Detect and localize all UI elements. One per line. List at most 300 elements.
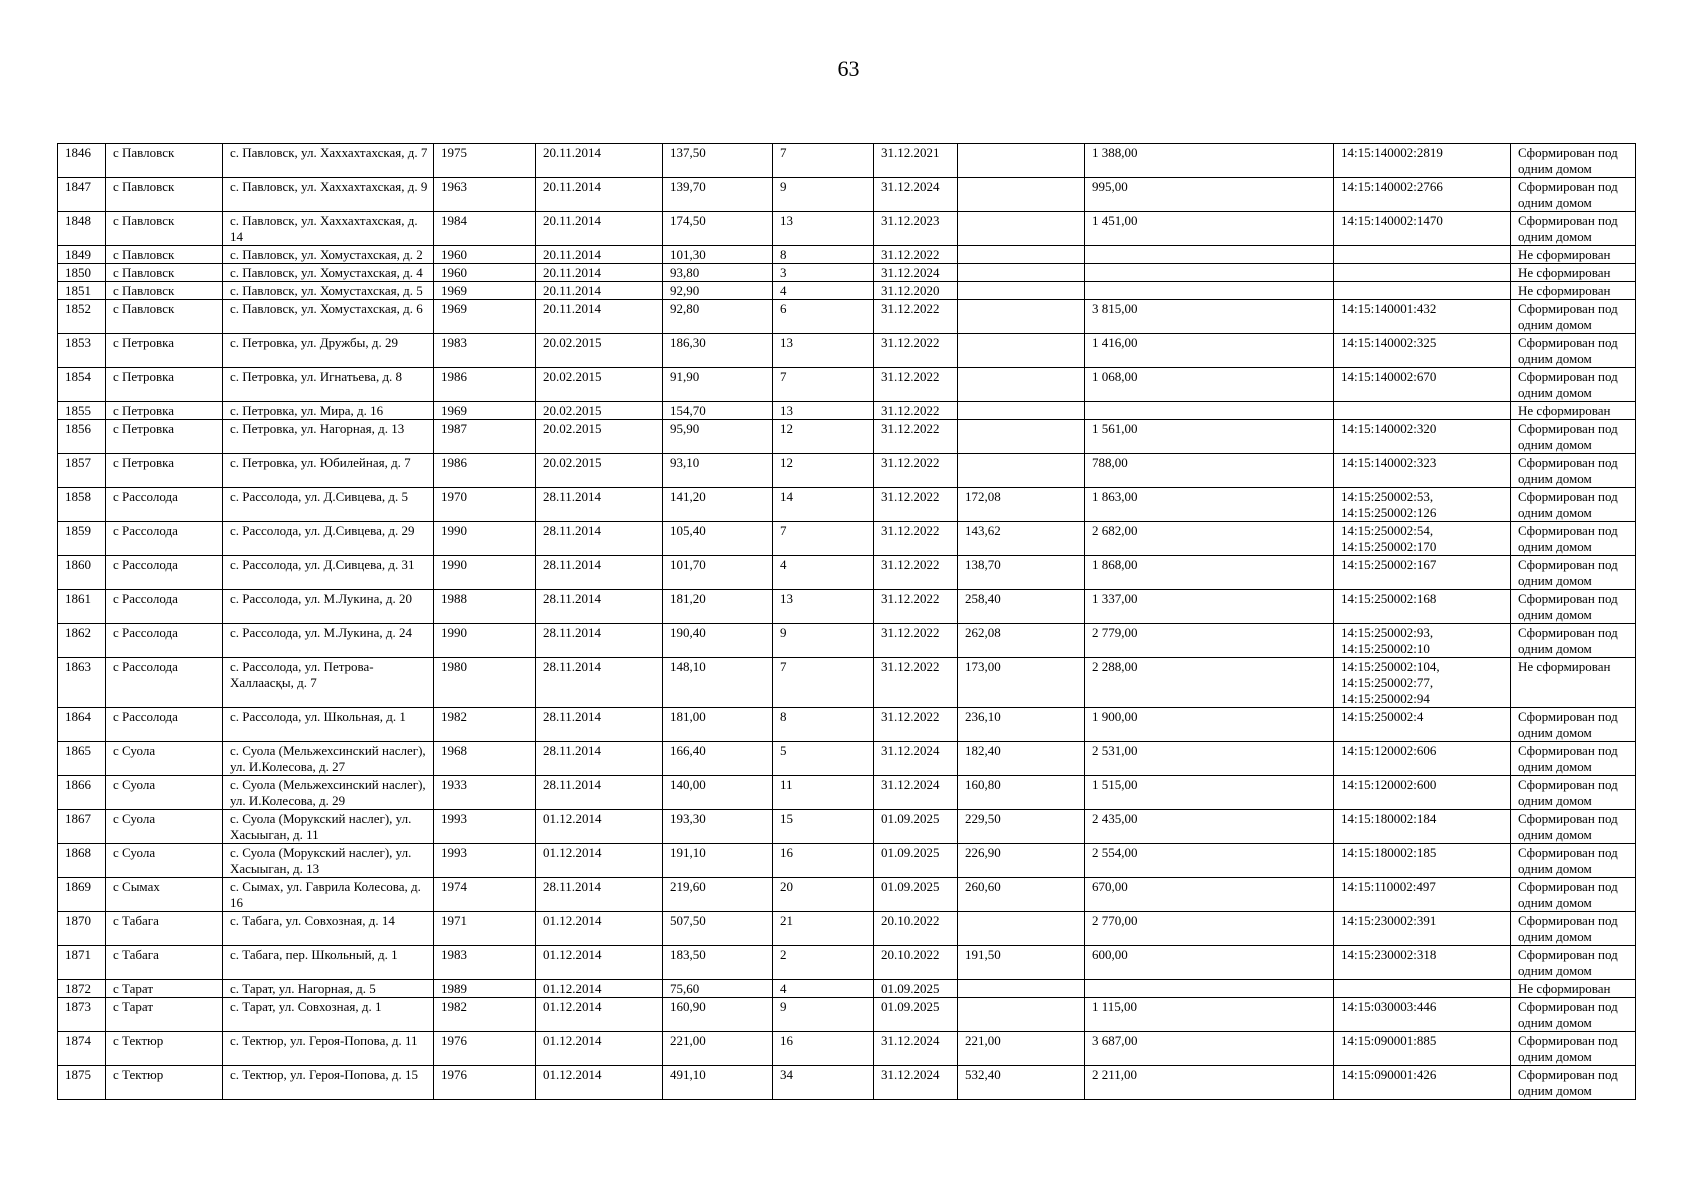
deadline-cell: 31.12.2023: [874, 212, 958, 246]
inclusion-date-cell: 28.11.2014: [536, 590, 663, 624]
page-number: 63: [837, 56, 860, 81]
cadastral-area-cell: 1 388,00: [1085, 144, 1334, 178]
table-row: [58, 264, 1636, 282]
residents-cell: 12: [773, 420, 874, 454]
address-cell: с. Тарат, ул. Совхозная, д. 1: [223, 998, 434, 1032]
land-area-cell: 262,08: [958, 624, 1085, 658]
year-built-cell: 1983: [434, 946, 536, 980]
settlement-cell: с Рассолода: [106, 488, 223, 522]
land-status-cell: Сформирован под одним домом: [1511, 708, 1636, 742]
row-number-cell: 1871: [58, 946, 106, 980]
land-status-cell: Сформирован под одним домом: [1511, 334, 1636, 368]
land-area-cell: [958, 912, 1085, 946]
year-built-cell: 1933: [434, 776, 536, 810]
settlement-cell: с Табага: [106, 912, 223, 946]
table-row: [58, 246, 1636, 264]
cadastral-area-cell: 2 531,00: [1085, 742, 1334, 776]
area-cell: 75,60: [663, 980, 773, 998]
cadastral-area-cell: [1085, 980, 1334, 998]
area-cell: 93,80: [663, 264, 773, 282]
land-status-cell: Сформирован под одним домом: [1511, 844, 1636, 878]
land-status-cell: Сформирован под одним домом: [1511, 368, 1636, 402]
residents-cell: 8: [773, 246, 874, 264]
inclusion-date-cell: 20.11.2014: [536, 246, 663, 264]
year-built-cell: 1986: [434, 454, 536, 488]
cadastral-area-cell: 2 779,00: [1085, 624, 1334, 658]
row-number-cell: 1849: [58, 246, 106, 264]
land-status-cell: Сформирован под одним домом: [1511, 946, 1636, 980]
inclusion-date-cell: 28.11.2014: [536, 624, 663, 658]
row-number-cell: 1856: [58, 420, 106, 454]
year-built-cell: 1969: [434, 402, 536, 420]
inclusion-date-cell: 20.11.2014: [536, 178, 663, 212]
residents-cell: 16: [773, 1032, 874, 1066]
land-area-cell: 226,90: [958, 844, 1085, 878]
row-number-cell: 1867: [58, 810, 106, 844]
land-area-cell: [958, 980, 1085, 998]
settlement-cell: с Тарат: [106, 980, 223, 998]
land-area-cell: 173,00: [958, 658, 1085, 708]
cadastral-number-cell: [1334, 980, 1511, 998]
land-area-cell: 260,60: [958, 878, 1085, 912]
deadline-cell: 31.12.2022: [874, 420, 958, 454]
address-cell: с. Петровка, ул. Дружбы, д. 29: [223, 334, 434, 368]
address-cell: с. Павловск, ул. Хомустахская, д. 6: [223, 300, 434, 334]
deadline-cell: 31.12.2024: [874, 264, 958, 282]
land-status-cell: Не сформирован: [1511, 658, 1636, 708]
year-built-cell: 1982: [434, 708, 536, 742]
settlement-cell: с Суола: [106, 776, 223, 810]
table-row: [58, 1032, 1636, 1066]
row-number-cell: 1852: [58, 300, 106, 334]
cadastral-area-cell: 1 416,00: [1085, 334, 1334, 368]
deadline-cell: 31.12.2024: [874, 1032, 958, 1066]
table-row: [58, 300, 1636, 334]
residents-cell: 15: [773, 810, 874, 844]
cadastral-number-cell: 14:15:180002:185: [1334, 844, 1511, 878]
deadline-cell: 01.09.2025: [874, 810, 958, 844]
cadastral-number-cell: 14:15:250002:167: [1334, 556, 1511, 590]
row-number-cell: 1874: [58, 1032, 106, 1066]
area-cell: 140,00: [663, 776, 773, 810]
address-cell: с. Рассолода, ул. Д.Сивцева, д. 29: [223, 522, 434, 556]
address-cell: с. Рассолода, ул. Д.Сивцева, д. 5: [223, 488, 434, 522]
land-status-cell: Сформирован под одним домом: [1511, 1066, 1636, 1100]
land-area-cell: 160,80: [958, 776, 1085, 810]
land-status-cell: Сформирован под одним домом: [1511, 522, 1636, 556]
land-area-cell: [958, 368, 1085, 402]
address-cell: с. Рассолода, ул. Школьная, д. 1: [223, 708, 434, 742]
settlement-cell: с Рассолода: [106, 522, 223, 556]
land-area-cell: [958, 334, 1085, 368]
cadastral-number-cell: 14:15:140002:323: [1334, 454, 1511, 488]
settlement-cell: с Сымах: [106, 878, 223, 912]
cadastral-area-cell: 3 687,00: [1085, 1032, 1334, 1066]
deadline-cell: 01.09.2025: [874, 998, 958, 1032]
cadastral-number-cell: 14:15:250002:54, 14:15:250002:170: [1334, 522, 1511, 556]
table-row: [58, 590, 1636, 624]
cadastral-number-cell: [1334, 402, 1511, 420]
residents-cell: 13: [773, 402, 874, 420]
land-area-cell: [958, 300, 1085, 334]
table-row: [58, 144, 1636, 178]
row-number-cell: 1854: [58, 368, 106, 402]
settlement-cell: с Павловск: [106, 300, 223, 334]
cadastral-area-cell: 1 115,00: [1085, 998, 1334, 1032]
land-area-cell: 532,40: [958, 1066, 1085, 1100]
settlement-cell: с Павловск: [106, 212, 223, 246]
area-cell: 160,90: [663, 998, 773, 1032]
year-built-cell: 1971: [434, 912, 536, 946]
cadastral-area-cell: 788,00: [1085, 454, 1334, 488]
area-cell: 491,10: [663, 1066, 773, 1100]
settlement-cell: с Суола: [106, 844, 223, 878]
settlement-cell: с Рассолода: [106, 624, 223, 658]
deadline-cell: 31.12.2024: [874, 742, 958, 776]
cadastral-number-cell: 14:15:230002:391: [1334, 912, 1511, 946]
land-status-cell: Сформирован под одним домом: [1511, 178, 1636, 212]
register-body: [58, 144, 1636, 1100]
inclusion-date-cell: 01.12.2014: [536, 810, 663, 844]
settlement-cell: с Рассолода: [106, 590, 223, 624]
row-number-cell: 1848: [58, 212, 106, 246]
residents-cell: 21: [773, 912, 874, 946]
address-cell: с. Павловск, ул. Хаххахтахская, д. 14: [223, 212, 434, 246]
land-area-cell: [958, 264, 1085, 282]
area-cell: 148,10: [663, 658, 773, 708]
residents-cell: 13: [773, 590, 874, 624]
year-built-cell: 1960: [434, 264, 536, 282]
land-status-cell: Сформирован под одним домом: [1511, 488, 1636, 522]
address-cell: с. Суола (Морукский наслег), ул. Хасыыган, д. 11: [223, 810, 434, 844]
inclusion-date-cell: 01.12.2014: [536, 844, 663, 878]
area-cell: 191,10: [663, 844, 773, 878]
year-built-cell: 1984: [434, 212, 536, 246]
land-status-cell: Сформирован под одним домом: [1511, 810, 1636, 844]
residents-cell: 14: [773, 488, 874, 522]
area-cell: 507,50: [663, 912, 773, 946]
table-row: [58, 980, 1636, 998]
table-row: [58, 742, 1636, 776]
deadline-cell: 31.12.2022: [874, 300, 958, 334]
settlement-cell: с Суола: [106, 810, 223, 844]
table-row: [58, 454, 1636, 488]
land-status-cell: Сформирован под одним домом: [1511, 998, 1636, 1032]
settlement-cell: с Петровка: [106, 420, 223, 454]
address-cell: с. Рассолода, ул. М.Лукина, д. 24: [223, 624, 434, 658]
cadastral-number-cell: 14:15:250002:53, 14:15:250002:126: [1334, 488, 1511, 522]
row-number-cell: 1863: [58, 658, 106, 708]
residents-cell: 7: [773, 658, 874, 708]
land-area-cell: 191,50: [958, 946, 1085, 980]
cadastral-area-cell: 995,00: [1085, 178, 1334, 212]
area-cell: 219,60: [663, 878, 773, 912]
area-cell: 181,00: [663, 708, 773, 742]
cadastral-number-cell: 14:15:250002:4: [1334, 708, 1511, 742]
area-cell: 174,50: [663, 212, 773, 246]
land-area-cell: [958, 246, 1085, 264]
year-built-cell: 1980: [434, 658, 536, 708]
inclusion-date-cell: 20.02.2015: [536, 454, 663, 488]
land-status-cell: Не сформирован: [1511, 282, 1636, 300]
land-area-cell: 229,50: [958, 810, 1085, 844]
housing-register-table: [57, 143, 1636, 1100]
table-row: [58, 368, 1636, 402]
inclusion-date-cell: 28.11.2014: [536, 488, 663, 522]
cadastral-number-cell: 14:15:120002:606: [1334, 742, 1511, 776]
settlement-cell: с Павловск: [106, 246, 223, 264]
settlement-cell: с Рассолода: [106, 708, 223, 742]
settlement-cell: с Петровка: [106, 454, 223, 488]
deadline-cell: 01.09.2025: [874, 844, 958, 878]
year-built-cell: 1976: [434, 1066, 536, 1100]
address-cell: с. Павловск, ул. Хомустахская, д. 4: [223, 264, 434, 282]
row-number-cell: 1862: [58, 624, 106, 658]
settlement-cell: с Павловск: [106, 282, 223, 300]
residents-cell: 5: [773, 742, 874, 776]
table-row: [58, 402, 1636, 420]
table-row: [58, 420, 1636, 454]
residents-cell: 2: [773, 946, 874, 980]
area-cell: 154,70: [663, 402, 773, 420]
cadastral-number-cell: 14:15:140001:432: [1334, 300, 1511, 334]
deadline-cell: 31.12.2022: [874, 402, 958, 420]
settlement-cell: с Тектюр: [106, 1032, 223, 1066]
inclusion-date-cell: 28.11.2014: [536, 776, 663, 810]
land-status-cell: Не сформирован: [1511, 980, 1636, 998]
address-cell: с. Табага, ул. Совхозная, д. 14: [223, 912, 434, 946]
row-number-cell: 1859: [58, 522, 106, 556]
address-cell: с. Рассолода, ул. Д.Сивцева, д. 31: [223, 556, 434, 590]
table-row: [58, 844, 1636, 878]
land-area-cell: 143,62: [958, 522, 1085, 556]
year-built-cell: 1969: [434, 300, 536, 334]
land-status-cell: Сформирован под одним домом: [1511, 420, 1636, 454]
residents-cell: 8: [773, 708, 874, 742]
area-cell: 186,30: [663, 334, 773, 368]
year-built-cell: 1990: [434, 522, 536, 556]
row-number-cell: 1855: [58, 402, 106, 420]
year-built-cell: 1982: [434, 998, 536, 1032]
year-built-cell: 1960: [434, 246, 536, 264]
row-number-cell: 1872: [58, 980, 106, 998]
year-built-cell: 1993: [434, 844, 536, 878]
deadline-cell: 20.10.2022: [874, 912, 958, 946]
cadastral-number-cell: 14:15:140002:670: [1334, 368, 1511, 402]
table-row: [58, 708, 1636, 742]
deadline-cell: 31.12.2024: [874, 776, 958, 810]
row-number-cell: 1864: [58, 708, 106, 742]
land-area-cell: [958, 998, 1085, 1032]
area-cell: 141,20: [663, 488, 773, 522]
residents-cell: 4: [773, 556, 874, 590]
cadastral-area-cell: 2 554,00: [1085, 844, 1334, 878]
land-area-cell: [958, 402, 1085, 420]
row-number-cell: 1858: [58, 488, 106, 522]
deadline-cell: 01.09.2025: [874, 980, 958, 998]
land-area-cell: 236,10: [958, 708, 1085, 742]
land-area-cell: [958, 454, 1085, 488]
residents-cell: 20: [773, 878, 874, 912]
row-number-cell: 1857: [58, 454, 106, 488]
inclusion-date-cell: 28.11.2014: [536, 708, 663, 742]
land-status-cell: Не сформирован: [1511, 264, 1636, 282]
cadastral-area-cell: 1 561,00: [1085, 420, 1334, 454]
inclusion-date-cell: 01.12.2014: [536, 980, 663, 998]
area-cell: 193,30: [663, 810, 773, 844]
area-cell: 92,90: [663, 282, 773, 300]
deadline-cell: 20.10.2022: [874, 946, 958, 980]
area-cell: 137,50: [663, 144, 773, 178]
deadline-cell: 31.12.2022: [874, 624, 958, 658]
area-cell: 92,80: [663, 300, 773, 334]
cadastral-number-cell: 14:15:140002:325: [1334, 334, 1511, 368]
residents-cell: 12: [773, 454, 874, 488]
land-status-cell: Сформирован под одним домом: [1511, 912, 1636, 946]
cadastral-area-cell: 3 815,00: [1085, 300, 1334, 334]
residents-cell: 16: [773, 844, 874, 878]
cadastral-area-cell: [1085, 246, 1334, 264]
table-row: [58, 998, 1636, 1032]
area-cell: 166,40: [663, 742, 773, 776]
settlement-cell: с Суола: [106, 742, 223, 776]
cadastral-area-cell: [1085, 282, 1334, 300]
inclusion-date-cell: 01.12.2014: [536, 1032, 663, 1066]
address-cell: с. Петровка, ул. Мира, д. 16: [223, 402, 434, 420]
residents-cell: 4: [773, 980, 874, 998]
cadastral-number-cell: 14:15:110002:497: [1334, 878, 1511, 912]
table-row: [58, 212, 1636, 246]
land-status-cell: Не сформирован: [1511, 246, 1636, 264]
year-built-cell: 1983: [434, 334, 536, 368]
land-status-cell: Сформирован под одним домом: [1511, 624, 1636, 658]
settlement-cell: с Рассолода: [106, 658, 223, 708]
table-row: [58, 912, 1636, 946]
cadastral-area-cell: [1085, 264, 1334, 282]
deadline-cell: 31.12.2022: [874, 454, 958, 488]
table-row: [58, 334, 1636, 368]
land-status-cell: Сформирован под одним домом: [1511, 776, 1636, 810]
year-built-cell: 1987: [434, 420, 536, 454]
residents-cell: 13: [773, 212, 874, 246]
inclusion-date-cell: 20.11.2014: [536, 282, 663, 300]
address-cell: с. Суола (Морукский наслег), ул. Хасыыган, д. 13: [223, 844, 434, 878]
residents-cell: 34: [773, 1066, 874, 1100]
cadastral-area-cell: 670,00: [1085, 878, 1334, 912]
inclusion-date-cell: 28.11.2014: [536, 658, 663, 708]
table-row: [58, 946, 1636, 980]
address-cell: с. Тектюр, ул. Героя-Попова, д. 11: [223, 1032, 434, 1066]
settlement-cell: с Петровка: [106, 402, 223, 420]
year-built-cell: 1963: [434, 178, 536, 212]
row-number-cell: 1851: [58, 282, 106, 300]
cadastral-area-cell: 2 288,00: [1085, 658, 1334, 708]
residents-cell: 6: [773, 300, 874, 334]
inclusion-date-cell: 20.11.2014: [536, 212, 663, 246]
residents-cell: 9: [773, 178, 874, 212]
settlement-cell: с Петровка: [106, 368, 223, 402]
inclusion-date-cell: 01.12.2014: [536, 1066, 663, 1100]
inclusion-date-cell: 01.12.2014: [536, 912, 663, 946]
residents-cell: 7: [773, 368, 874, 402]
year-built-cell: 1986: [434, 368, 536, 402]
area-cell: 101,30: [663, 246, 773, 264]
land-area-cell: [958, 178, 1085, 212]
address-cell: с. Павловск, ул. Хаххахтахская, д. 7: [223, 144, 434, 178]
land-area-cell: [958, 420, 1085, 454]
year-built-cell: 1975: [434, 144, 536, 178]
table-row: [58, 1066, 1636, 1100]
year-built-cell: 1993: [434, 810, 536, 844]
deadline-cell: 31.12.2022: [874, 368, 958, 402]
inclusion-date-cell: 20.02.2015: [536, 334, 663, 368]
inclusion-date-cell: 20.02.2015: [536, 402, 663, 420]
deadline-cell: 31.12.2022: [874, 334, 958, 368]
row-number-cell: 1860: [58, 556, 106, 590]
address-cell: с. Рассолода, ул. Петрова-Халлаасқы, д. 7: [223, 658, 434, 708]
residents-cell: 7: [773, 522, 874, 556]
land-status-cell: Сформирован под одним домом: [1511, 212, 1636, 246]
address-cell: с. Суола (Мельжехсинский наслег), ул. И.Колесова, д. 29: [223, 776, 434, 810]
inclusion-date-cell: 20.02.2015: [536, 368, 663, 402]
cadastral-area-cell: 1 068,00: [1085, 368, 1334, 402]
settlement-cell: с Павловск: [106, 144, 223, 178]
inclusion-date-cell: 20.11.2014: [536, 300, 663, 334]
row-number-cell: 1866: [58, 776, 106, 810]
land-status-cell: Сформирован под одним домом: [1511, 878, 1636, 912]
address-cell: с. Суола (Мельжехсинский наслег), ул. И.Колесова, д. 27: [223, 742, 434, 776]
inclusion-date-cell: 20.02.2015: [536, 420, 663, 454]
address-cell: с. Рассолода, ул. М.Лукина, д. 20: [223, 590, 434, 624]
inclusion-date-cell: 20.11.2014: [536, 264, 663, 282]
land-status-cell: Сформирован под одним домом: [1511, 1032, 1636, 1066]
year-built-cell: 1989: [434, 980, 536, 998]
address-cell: с. Петровка, ул. Нагорная, д. 13: [223, 420, 434, 454]
row-number-cell: 1846: [58, 144, 106, 178]
cadastral-area-cell: 2 211,00: [1085, 1066, 1334, 1100]
cadastral-number-cell: 14:15:250002:93, 14:15:250002:10: [1334, 624, 1511, 658]
year-built-cell: 1988: [434, 590, 536, 624]
deadline-cell: 31.12.2020: [874, 282, 958, 300]
table-row: [58, 282, 1636, 300]
land-status-cell: Сформирован под одним домом: [1511, 742, 1636, 776]
address-cell: с. Петровка, ул. Юбилейная, д. 7: [223, 454, 434, 488]
cadastral-area-cell: 1 868,00: [1085, 556, 1334, 590]
inclusion-date-cell: 01.12.2014: [536, 998, 663, 1032]
row-number-cell: 1868: [58, 844, 106, 878]
table-row: [58, 878, 1636, 912]
cadastral-number-cell: 14:15:140002:2819: [1334, 144, 1511, 178]
cadastral-area-cell: 2 435,00: [1085, 810, 1334, 844]
table-row: [58, 810, 1636, 844]
settlement-cell: с Рассолода: [106, 556, 223, 590]
inclusion-date-cell: 28.11.2014: [536, 556, 663, 590]
deadline-cell: 31.12.2024: [874, 1066, 958, 1100]
cadastral-number-cell: 14:15:120002:600: [1334, 776, 1511, 810]
land-status-cell: Сформирован под одним домом: [1511, 556, 1636, 590]
cadastral-number-cell: [1334, 282, 1511, 300]
year-built-cell: 1990: [434, 624, 536, 658]
year-built-cell: 1970: [434, 488, 536, 522]
residents-cell: 9: [773, 998, 874, 1032]
row-number-cell: 1847: [58, 178, 106, 212]
residents-cell: 7: [773, 144, 874, 178]
land-status-cell: Не сформирован: [1511, 402, 1636, 420]
area-cell: 101,70: [663, 556, 773, 590]
cadastral-number-cell: 14:15:090001:426: [1334, 1066, 1511, 1100]
cadastral-area-cell: 2 770,00: [1085, 912, 1334, 946]
area-cell: 190,40: [663, 624, 773, 658]
